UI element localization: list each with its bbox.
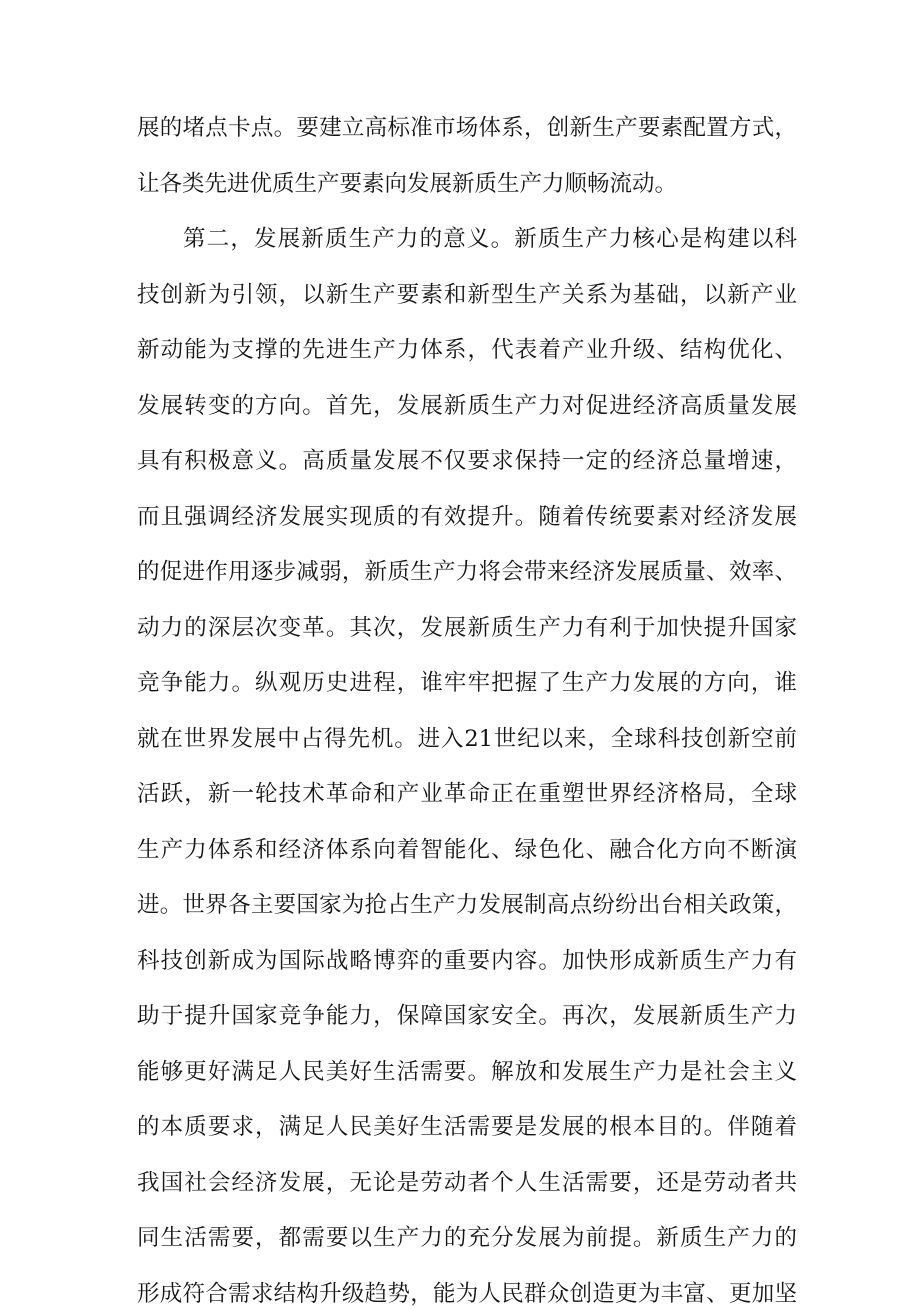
text-line: 让各类先进优质生产要素向发展新质生产力顺畅流动。 [137,171,678,197]
text-line: 动力的深层次变革。其次，发展新质生产力有利于加快提升国家 [137,615,797,641]
text-line: 展的堵点卡点。要建立高标准市场体系，创新生产要素配置方式， [137,115,797,141]
text-line: 形成符合需求结构升级趋势，能为人民群众创造更为丰富、更加坚 [137,1281,797,1307]
text-line: 新动能为支撑的先进生产力体系，代表着产业升级、结构优化、 [137,337,797,363]
text-line: 活跃，新一轮技术革命和产业革命正在重塑世界经济格局，全球 [137,781,797,807]
text-line: 具有积极意义。高质量发展不仅要求保持一定的经济总量增速， [137,448,797,474]
text-line: 的促进作用逐步减弱，新质生产力将会带来经济发展质量、效率、 [137,559,797,585]
text-line: 技创新为引领，以新生产要素和新型生产关系为基础，以新产业 [137,282,797,308]
text-line: 我国社会经济发展，无论是劳动者个人生活需要，还是劳动者共 [137,1170,797,1196]
paragraph-first-line: 第二，发展新质生产力的意义。新质生产力核心是构建以科 [183,226,797,252]
text-line: 助于提升国家竞争能力，保障国家安全。再次，发展新质生产力 [137,1003,797,1029]
text-line: 发展转变的方向。首先，发展新质生产力对促进经济高质量发展 [137,393,797,419]
text-line: 的本质要求，满足人民美好生活需要是发展的根本目的。伴随着 [137,1114,797,1140]
text-line: 竞争能力。纵观历史进程，谁牢牢把握了生产力发展的方向，谁 [137,670,797,696]
text-line: 进。世界各主要国家为抢占生产力发展制高点纷纷出台相关政策， [137,892,797,918]
text-line: 生产力体系和经济体系向着智能化、绿色化、融合化方向不断演 [137,837,797,863]
text-line: 而且强调经济发展实现质的有效提升。随着传统要素对经济发展 [137,504,797,530]
text-line: 能够更好满足人民美好生活需要。解放和发展生产力是社会主义 [137,1059,797,1085]
text-line: 科技创新成为国际战略博弈的重要内容。加快形成新质生产力有 [137,948,797,974]
text-line: 就在世界发展中占得先机。进入21世纪以来，全球科技创新空前 [137,726,797,752]
text-line: 同生活需要，都需要以生产力的充分发展为前提。新质生产力的 [137,1225,797,1251]
